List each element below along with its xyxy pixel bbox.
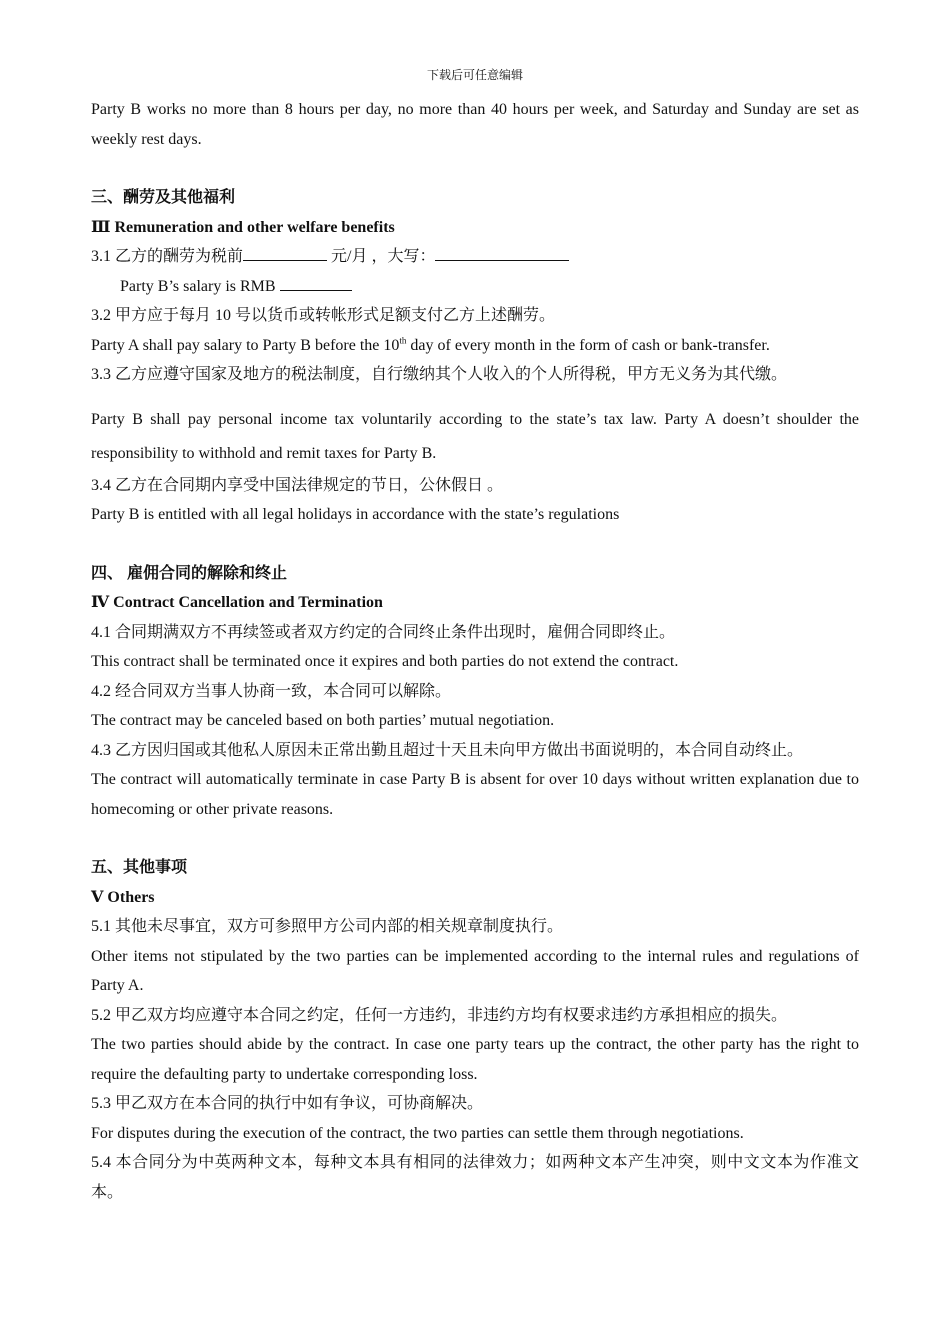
clause-3-1-en [91, 272, 859, 302]
section-5-title-cn: 五、其他事项 [91, 859, 188, 876]
clause-3-2-en [91, 331, 859, 361]
clause-4-1-cn: 4.1 合同期满双方不再续签或者双方约定的合同终止条件出现时，雇佣合同即终止。 [91, 623, 676, 641]
clause-3-1-en-prefix: Party B’s salary is RMB [120, 277, 276, 295]
clause-5-2-cn: 5.2 甲乙双方均应遵守本合同之约定，任何一方违约，非违约方均有权要求违约方承担相应的损失。 [91, 1006, 788, 1024]
working-hours-clause-en: Party B works no more than 8 hours per day, no more than 40 hours per week, and Saturday and Sunday are set as weekly rest days. [91, 101, 859, 148]
salary-rmb-field[interactable] [280, 276, 352, 291]
clause-3-4-en: Party B is entitled with all legal holidays in accordance with the state’s regulations [91, 506, 620, 523]
clause-3-2-cn: 3.2 甲方应于每月 10 号以货币或转帐形式足额支付乙方上述酬劳。 [91, 307, 556, 324]
spacer [91, 824, 859, 853]
clause-3-1-cn [91, 242, 859, 272]
spacer [91, 390, 859, 403]
clause-3-3-cn: 3.3 乙方应遵守国家及地方的税法制度，自行缴纳其个人收入的个人所得税，甲方无义务为其代缴。 [91, 366, 788, 383]
clause-3-1-cn-prefix: 3.1 乙方的酬劳为税前 [91, 248, 244, 265]
salary-in-words-field[interactable] [435, 246, 569, 261]
clause-5-1-cn: 5.1 其他未尽事宜，双方可参照甲方公司内部的相关规章制度执行。 [91, 918, 564, 935]
section-4-title-cn: 四、 雇佣合同的解除和终止 [91, 564, 288, 582]
spacer [91, 530, 859, 559]
clause-4-3-cn: 4.3 乙方因归国或其他私人原因未正常出勤且超过十天且未向甲方做出书面说明的，本合同自动终止。 [91, 741, 804, 759]
clause-4-2-en: The contract may be canceled based on both parties’ mutual negotiation. [91, 712, 555, 729]
clause-5-4-cn: 5.4 本合同分为中英两种文本，每种文本具有相同的法律效力；如两种文本产生冲突，则中文文本为作准文本。 [91, 1154, 859, 1201]
clause-3-2-en-after: day of every month in the form of cash or bank-transfer. [406, 336, 770, 354]
spacer [91, 154, 859, 183]
clause-5-1-en: Other items not stipulated by the two parties can be implemented according to the internal rules and regulations of Party A. [91, 947, 859, 994]
ordinal-suffix: th [399, 335, 407, 346]
section-5-title-en: Ⅴ Others [91, 888, 155, 906]
section-3-title-cn: 三、酬劳及其他福利 [91, 189, 236, 206]
clause-4-1-en: This contract shall be terminated once it expires and both parties do not extend the contract. [91, 653, 679, 670]
section-3-title-en: Ⅲ Remuneration and other welfare benefits [91, 218, 395, 236]
clause-3-4-cn: 3.4 乙方在合同期内享受中国法律规定的节日，公休假日 。 [91, 476, 504, 494]
clause-3-2-en-before: Party A shall pay salary to Party B before the 10 [91, 336, 400, 354]
clause-5-2-en: The two parties should abide by the contract. In case one party tears up the contract, the other party has the right to require the defaulting party to undertake corresponding loss. [91, 1036, 859, 1083]
clause-5-3-en: For disputes during the execution of the contract, the two parties can settle them through negotiations. [91, 1124, 744, 1142]
clause-5-3-cn: 5.3 甲乙双方在本合同的执行中如有争议，可协商解决。 [91, 1095, 484, 1112]
clause-3-1-cn-unit: 元/月 ，大写： [331, 248, 436, 265]
clause-3-3-en: Party B shall pay personal income tax voluntarily according to the state’s tax law. Party A doesn’t shoulder the responsibility to withhold and remit taxes for Party B. [91, 410, 859, 462]
salary-amount-field[interactable] [243, 246, 327, 261]
clause-4-2-cn: 4.2 经合同双方当事人协商一致，本合同可以解除。 [91, 682, 452, 700]
section-4-title-en: Ⅳ Contract Cancellation and Termination [91, 594, 383, 611]
clause-4-3-en: The contract will automatically terminate in case Party B is absent for over 10 days without written explanation due to homecoming or other private reasons. [91, 771, 859, 818]
contract-page [91, 95, 859, 1207]
page-header-note: 下载后可任意编辑 [426, 68, 523, 82]
